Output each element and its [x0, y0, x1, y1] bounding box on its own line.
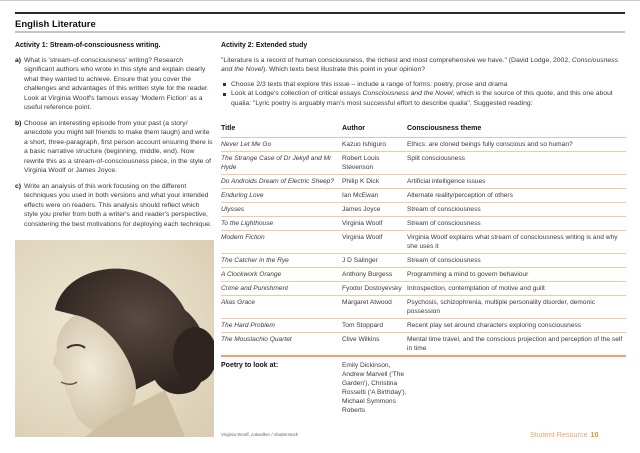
activity-1-heading: Activity 1: Stream-of-consciousness writing.: [15, 42, 161, 49]
header-rule-thick: [15, 12, 625, 14]
activity-1: [15, 41, 215, 235]
task-text: Write an analysis of this work focusing on the different techniques you used in both versions and what your intended effects were on readers. This analysis should reflect which style you prefer from both a writer's and reader's perspective, considering the best motivations for deploying each technique.: [24, 182, 212, 228]
page-number: 10: [590, 430, 599, 439]
virginia-woolf-portrait: [15, 240, 214, 437]
cell-title: Alias Grace: [221, 295, 342, 318]
cell-title: Enduring Love: [221, 188, 342, 202]
portrait-illustration: [15, 240, 214, 437]
quote-source: Consciousness and the Novel: [221, 56, 618, 73]
task-label: b): [15, 119, 22, 127]
instruction-text: Choose 2/3 texts that explore this issue – include a range of forms: poetry, prose and drama: [231, 80, 508, 88]
cell-title: The Moustachio Quartet: [221, 332, 342, 356]
page-header: [15, 12, 625, 33]
cell-theme: Mental time travel, and the conscious projection and perception of the self in time: [407, 332, 626, 356]
cell-title: To the Lighthouse: [221, 216, 342, 230]
cell-title: A Clockwork Orange: [221, 267, 342, 281]
footer-label: Student Resource: [530, 430, 588, 439]
cell-author: Robert Louis Stevenson: [342, 151, 407, 174]
cell-theme: Ethics: are cloned beings fully conscious and so human?: [407, 137, 626, 151]
cell-title: The Catcher in the Rye: [221, 253, 342, 267]
col-title: Title: [221, 122, 342, 137]
instruction-item: [221, 80, 626, 90]
cell-theme: Alternate reality/perception of others: [407, 188, 626, 202]
cell-author: Philip K Dick: [342, 174, 407, 188]
instruction-italic: Consciousness and the Novel: [362, 90, 453, 97]
table-row: [221, 332, 626, 356]
cell-title: Crime and Punishment: [221, 281, 342, 295]
table-row: [221, 151, 626, 174]
cell-theme: Introspection, contemplation of motive and guilt: [407, 281, 626, 295]
task-a: [15, 56, 215, 113]
poetry-empty: [407, 356, 626, 417]
cell-author: Kazuo Ishiguro: [342, 137, 407, 151]
quote-question: ). Which texts best illustrate this point in your opinion?: [262, 66, 426, 73]
quote-text: "Literature is a record of human consciousness, the richest and most comprehensive we have." (David Lodge, 2002,: [221, 56, 571, 64]
instruction-text: Look at Lodge's collection of critical essays: [231, 90, 363, 97]
cell-author: Virginia Woolf: [342, 230, 407, 253]
page-title: English Literature: [15, 19, 96, 30]
activity-2-heading: Activity 2: Extended study: [221, 42, 308, 49]
cell-theme: Virginia Woolf explains what stream of consciousness writing is and why she uses it: [407, 230, 626, 253]
task-text: Choose an interesting episode from your past (a story/ anecdote you might tell friends to make them laugh) and write a short, three-paragraph, first person account ensuring there is a basic narrative structure (beginning, middle, end). Now rewrite this as a stream-of-consciousness piece, in the style of Virginia Woolf or James Joyce.: [24, 119, 213, 174]
caption-name: Virginia Woolf,: [221, 432, 250, 437]
cell-author: Fyodor Dostoyevsky: [342, 281, 407, 295]
instruction-list: [221, 80, 626, 109]
cell-theme: Stream of consciousness: [407, 216, 626, 230]
poetry-list: Emily Dickinson, Andrew Marvell ('The Garden'), Christina Rossetti ('A Birthday'), Michael Symmons Roberts: [342, 361, 407, 414]
col-author: Author: [342, 122, 407, 137]
table-row: [221, 318, 626, 332]
cell-theme: Artificial intelligence issues: [407, 174, 626, 188]
table-row: [221, 216, 626, 230]
table-row: [221, 281, 626, 295]
cell-author: Tom Stoppard: [342, 318, 407, 332]
table-row: [221, 202, 626, 216]
task-text: What is 'stream-of-consciousness' writing? Research significant authors who wrote in this style and explain clearly what they wanted to achieve. Ensure that you cover the challenges and advantages of this written style for the reader. Look at Virginia Woolf's famous essay 'Modern Fiction' as a useful reference point.: [24, 56, 209, 111]
activity-2: [221, 41, 626, 417]
col-theme: Consciousness theme: [407, 122, 626, 137]
cell-title: Modern Fiction: [221, 230, 342, 253]
cell-title: Never Let Me Go: [221, 137, 342, 151]
suggested-reading-table: [221, 122, 626, 417]
table-row: [221, 230, 626, 253]
cell-author: J D Salinger: [342, 253, 407, 267]
cell-author: Clive Wilkins: [342, 332, 407, 356]
task-label: a): [15, 56, 22, 64]
instruction-item: [221, 89, 626, 108]
cell-author: James Joyce: [342, 202, 407, 216]
table-row: [221, 253, 626, 267]
cell-theme: Split consciousness: [407, 151, 626, 174]
task-b: [15, 119, 215, 176]
cell-theme: Recent play set around characters exploring consciousness: [407, 318, 626, 332]
cell-author: Ian McEwan: [342, 188, 407, 202]
cell-author: Anthony Burgess: [342, 267, 407, 281]
task-c: [15, 182, 215, 230]
table-header-row: [221, 122, 626, 137]
cell-theme: Programming a mind to govern behaviour: [407, 267, 626, 281]
table-row: [221, 174, 626, 188]
cell-theme: Psychosis, schizophrenia, multiple personality disorder, demonic possession: [407, 295, 626, 318]
page-footer: [530, 430, 599, 439]
photo-caption: [221, 432, 298, 437]
table-row: [221, 267, 626, 281]
lodge-quote: [221, 56, 626, 75]
cell-title: Do Androids Dream of Electric Sheep?: [221, 174, 342, 188]
cell-title: Ulysses: [221, 202, 342, 216]
table-row: [221, 188, 626, 202]
cell-theme: Stream of consciousness: [407, 202, 626, 216]
page-top-rule: [0, 0, 640, 1]
cell-author: Margaret Atwood: [342, 295, 407, 318]
table-row: [221, 137, 626, 151]
cell-title: The Strange Case of Dr Jekyll and Mr Hyde: [221, 151, 342, 174]
table-row: [221, 295, 626, 318]
header-rule-thin: [15, 31, 625, 33]
cell-title: The Hard Problem: [221, 318, 342, 332]
cell-theme: Stream of consciousness: [407, 253, 626, 267]
caption-credit: catwalker / shutterstock: [251, 432, 299, 437]
instruction-text: , which is the source of this quote, and this one about qualia: "Lyric poetry is arguably man's most successful effort to describe qualia". Suggested reading:: [231, 90, 613, 107]
poetry-label: Poetry to look at:: [221, 361, 279, 369]
poetry-row: [221, 356, 626, 417]
cell-author: Virginia Woolf: [342, 216, 407, 230]
task-label: c): [15, 182, 22, 190]
